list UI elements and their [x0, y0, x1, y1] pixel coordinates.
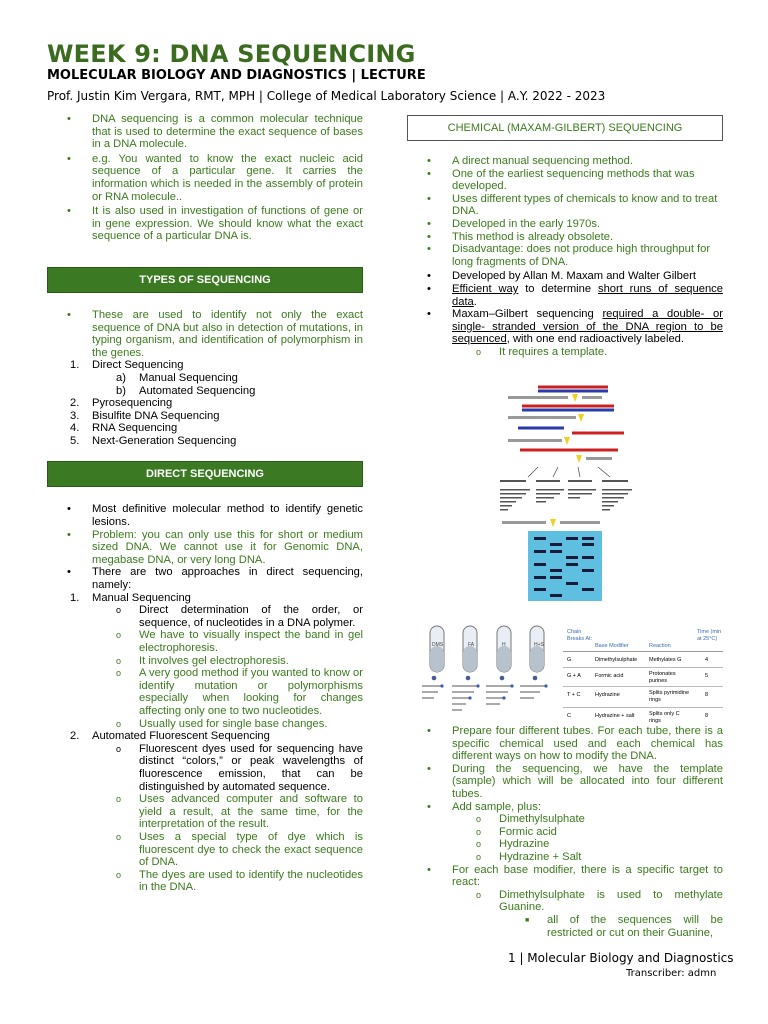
list-item: • Prepare four different tubes. For each tube, there is a specific chemical used and each chemical has different ways on how to modify the DNA. — [407, 725, 723, 763]
list-item: • Developed in the early 1970s. — [407, 218, 723, 231]
list-item: • There are two approaches in direct sequencing, namely: — [47, 566, 363, 591]
table-header: Chain Breaks At: Base Modifier Reaction Time (min at 25°C) — [563, 627, 723, 652]
footer-page-label: 1 | Molecular Biology and Diagnostics — [508, 951, 734, 965]
list-item: o Hydrazine + Salt — [476, 850, 582, 863]
list-item: • One of the earliest sequencing methods that was developed. — [407, 168, 723, 193]
list-item: • Problem: you can only use this for short or medium sized DNA. We cannot use it for Genomic DNA, megabase DNA, or very long DNA. — [47, 529, 363, 567]
list-item: • These are used to identify not only the exact sequence of DNA but also in detection of mutations, in typing organism, and identification of polymorphism in the genes. — [47, 309, 363, 359]
list-item: • For each base modifier, there is a specific target to react: — [407, 864, 723, 889]
base-modifier-table — [563, 627, 723, 728]
list-item: o The dyes are used to identify the nucleotides in the DNA. — [116, 868, 363, 894]
list-item: • During the sequencing, we have the template (sample) which will be allocated into four different tubes. — [407, 763, 723, 801]
right-column — [407, 115, 723, 359]
list-item: o Uses a special type of dye which is fluorescent dye to check the exact sequence of DNA. — [116, 830, 363, 869]
list-item: • Maxam–Gilbert sequencing required a double- or single- stranded version of the DNA region to be sequenced, with one end radioactively labeled. — [407, 308, 723, 346]
table-row: T + C Hydrazine Splits pyrimidine rings 8 — [563, 687, 723, 708]
reaction-tubes-figure — [422, 620, 559, 722]
table-row: C Hydrazine + salt Splits only C rings 8 — [567, 711, 709, 724]
intro-list — [47, 113, 363, 243]
list-item: 2. Pyrosequencing — [70, 397, 173, 410]
table-row: G Dimethylsulphate Methylates G 4 — [563, 652, 723, 668]
right-column-lower — [407, 725, 723, 939]
maxam-list — [407, 155, 723, 268]
list-item: 5. Next-Generation Sequencing — [70, 434, 237, 447]
list-item: • Developed by Allan M. Maxam and Walter Gilbert — [407, 270, 723, 283]
list-item: o Fluorescent dyes used for sequencing have distinct “colors,” or peak wavelengths of fluorescence emission, that can be distinguished by automated sequence. — [116, 742, 363, 793]
list-item: o Hydrazine — [476, 838, 550, 851]
left-column — [47, 113, 363, 894]
list-item: 1. Direct Sequencing — [70, 359, 184, 372]
footer-transcriber: Transcriber: admn — [626, 968, 717, 979]
list-item: • DNA sequencing is a common molecular technique that is used to determine the exact sequence of bases in a DNA molecule. — [47, 113, 363, 151]
types-list — [47, 359, 363, 447]
list-item: o A very good method if you wanted to know or identify mutation or polymorphisms especially when looking for changes affecting only one to two nucleotides. — [116, 667, 363, 717]
list-item: 3. Bisulfite DNA Sequencing — [70, 409, 220, 422]
list-item: • Uses different types of chemicals to know and to treat DNA. — [407, 193, 723, 218]
section-heading-maxam-gilbert: CHEMICAL (MAXAM-GILBERT) SEQUENCING — [407, 115, 723, 141]
list-item: • A direct manual sequencing method. — [407, 155, 723, 168]
page-subtitle: MOLECULAR BIOLOGY AND DIAGNOSTICS | LECTURE — [47, 68, 426, 83]
list-item: • Most definitive molecular method to identify genetic lesions. — [47, 503, 363, 528]
list-item: o Direct determination of the order, or sequence, of nucleotides in a DNA polymer. — [116, 604, 363, 629]
list-item: o Uses advanced computer and software to yield a result, at the same time, for the interpretation of the result. — [116, 793, 363, 831]
list-item: 1. Manual Sequencing — [70, 591, 191, 604]
list-item: • This method is already obsolete. — [407, 231, 723, 244]
section-heading-types: TYPES OF SEQUENCING — [47, 267, 363, 293]
list-item: • Efficient way to determine short runs of sequence data. — [407, 283, 723, 308]
list-item: • e.g. You wanted to know the exact nucleic acid sequence of a particular gene. It carries the information which is needed in the assembly of protein or RNA molecule.. — [47, 153, 363, 203]
list-item: o Dimethylsulphate is used to methylate Guanine. — [476, 888, 723, 914]
list-item: o We have to visually inspect the band in gel electrophoresis. — [116, 629, 363, 654]
page-header — [47, 40, 605, 104]
list-item: ■ all of the sequences will be restricted or cut on their Guanine, — [525, 913, 723, 939]
section-heading-direct: DIRECT SEQUENCING — [47, 461, 363, 487]
maxam-gilbert-diagram — [498, 383, 634, 605]
list-item: o It requires a template. — [476, 345, 608, 358]
author-line: Prof. Justin Kim Vergara, RMT, MPH | College of Medical Laboratory Science | A.Y. 2022 - 2023 — [47, 89, 606, 103]
list-item: o Dimethylsulphate — [476, 813, 585, 826]
list-item: • It is also used in investigation of functions of gene or in gene expression. We should know what the exact sequence of a particular DNA is. — [47, 205, 363, 243]
list-item: o It involves gel electrophoresis. — [116, 654, 289, 667]
list-item: • Add sample, plus: — [407, 801, 723, 814]
page-title: WEEK 9: DNA SEQUENCING — [47, 40, 416, 68]
list-item: o Formic acid — [476, 825, 557, 838]
list-item: 4. RNA Sequencing — [70, 422, 178, 435]
list-item: • Disadvantage: does not produce high throughput for long fragments of DNA. — [407, 243, 723, 268]
list-item: o Usually used for single base changes. — [116, 717, 328, 730]
list-item: 2. Automated Fluorescent Sequencing — [70, 730, 270, 743]
list-item: b) Automated Sequencing — [116, 384, 256, 397]
table-row: G + A Formic acid Protonates purines 5 — [563, 668, 723, 687]
list-item: a) Manual Sequencing — [116, 371, 238, 384]
